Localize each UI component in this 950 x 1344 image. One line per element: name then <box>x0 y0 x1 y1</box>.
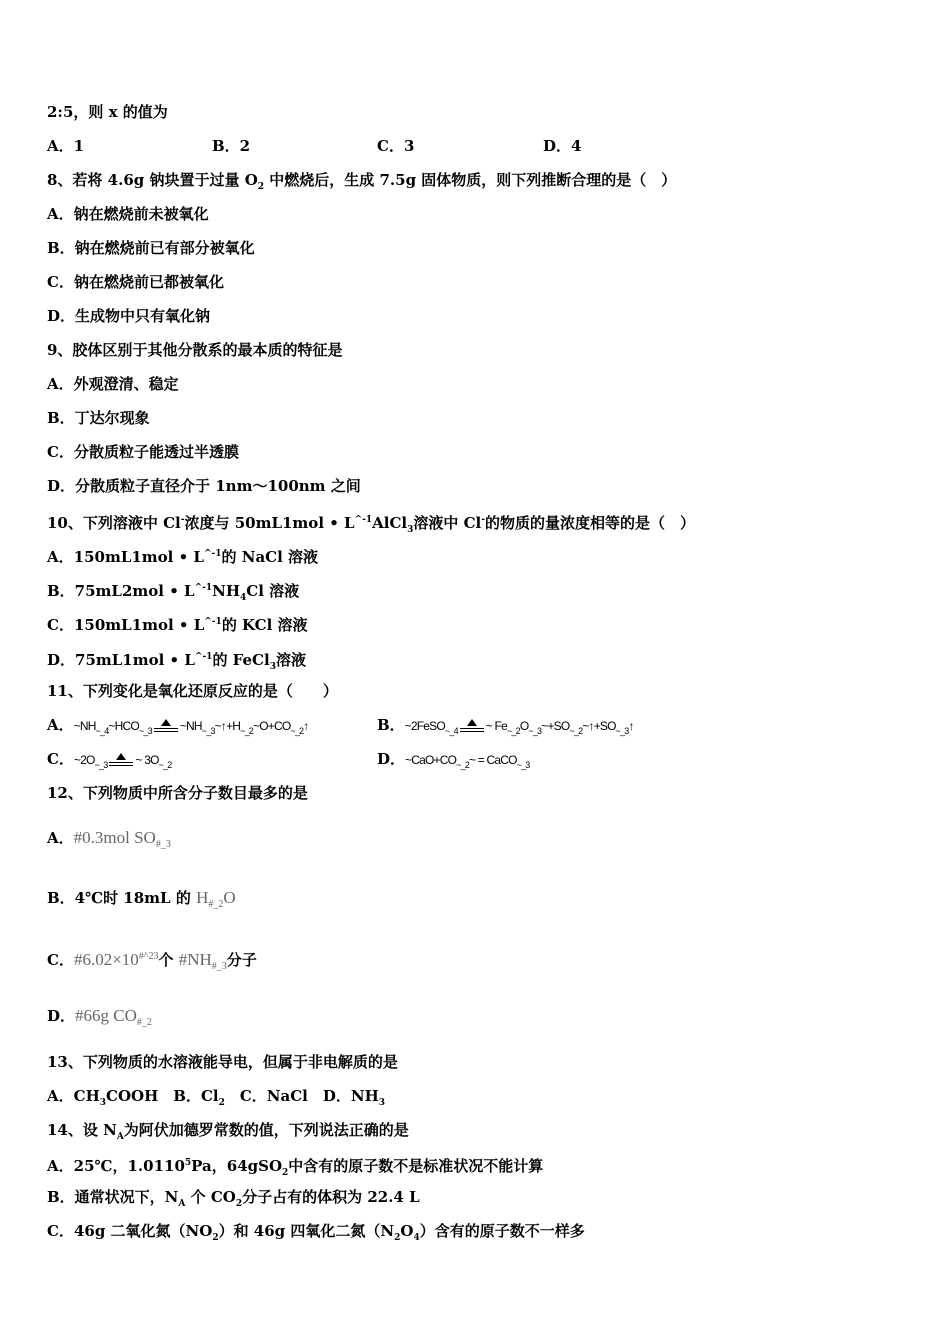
text-line <box>47 170 676 197</box>
superscript: #^23 <box>138 951 159 962</box>
text-segment: B．75mL2mol • L <box>47 582 195 600</box>
text-segment: C．150mL1mol • L <box>47 616 205 634</box>
text-line <box>47 1006 152 1033</box>
text-line <box>47 340 342 360</box>
text-segment: D． <box>47 1007 76 1025</box>
subscript: 4 <box>413 1233 420 1243</box>
superscript: 5 <box>184 1158 192 1168</box>
text-segment: COOH B．Cl <box>106 1087 219 1105</box>
text-line <box>47 510 695 540</box>
text-segment: O <box>400 1222 414 1240</box>
text-segment: A． <box>47 829 74 847</box>
text-segment: O <box>223 888 236 907</box>
text-segment: C． <box>47 750 74 768</box>
subscript: ~_2 <box>290 726 304 736</box>
text-segment: C．NaCl D．NH <box>224 1087 379 1105</box>
subscript: #_2 <box>136 1017 152 1028</box>
text-segment: #0.3mol SO <box>73 828 156 847</box>
text-line <box>47 1153 543 1183</box>
text-line <box>47 306 210 326</box>
text-segment: C． <box>47 951 74 969</box>
text-segment: ~2O <box>73 753 95 767</box>
answer-option <box>47 715 308 741</box>
text-segment: 的 NaCl 溶液 <box>221 548 319 566</box>
superscript: - <box>481 515 485 525</box>
text-segment: ↑ <box>628 719 634 733</box>
text-segment: C．钠在燃烧前已都被氧化 <box>47 273 224 291</box>
text-segment: Pa，64gSO <box>191 1157 283 1175</box>
text-segment: Cl 溶液 <box>246 582 300 600</box>
superscript: ^-1 <box>194 583 213 593</box>
text-line <box>47 204 209 224</box>
text-segment: ~NH <box>73 719 96 733</box>
answer-option <box>47 749 171 775</box>
text-segment: B．4℃时 18mL 的 <box>47 889 197 907</box>
text-line <box>47 647 306 677</box>
subscript: 2 <box>282 1168 289 1178</box>
heat-condition-arrow <box>109 753 133 767</box>
text-segment: ~NH <box>179 719 202 733</box>
subscript: ~_2 <box>456 760 469 770</box>
text-segment: A． <box>47 716 74 734</box>
text-segment: C．分散质粒子能透过半透膜 <box>47 443 239 461</box>
superscript: ^-1 <box>203 549 222 559</box>
text-segment: 8、若将 4.6g 钠块置于过量 O <box>47 171 258 189</box>
text-segment: 的 FeCl <box>212 651 270 669</box>
answer-option <box>212 136 250 156</box>
subscript: 3 <box>269 662 276 672</box>
text-segment: H <box>196 888 209 907</box>
text-segment: 2:5，则 x 的值为 <box>47 103 168 121</box>
text-segment: AlCl <box>372 514 408 532</box>
text-line <box>47 102 168 122</box>
subscript: ~_2 <box>158 760 172 770</box>
answer-option <box>377 749 529 775</box>
text-segment: 的 KCl 溶液 <box>221 616 308 634</box>
subscript: ~_3 <box>528 726 542 736</box>
subscript: 2 <box>218 1098 225 1108</box>
text-segment: C．3 <box>377 137 415 155</box>
text-segment: C．46g 二氧化氮（NO <box>47 1222 213 1240</box>
text-segment: 中含有的原子数不是标准状况不能计算 <box>288 1157 544 1175</box>
superscript: - <box>180 515 185 525</box>
text-segment: A．CH <box>47 1087 100 1105</box>
text-line <box>47 272 224 292</box>
text-segment: ）和 46g 四氧化二氮（N <box>218 1222 395 1240</box>
answer-option <box>47 136 84 156</box>
subscript: 2 <box>235 1199 243 1209</box>
text-segment: ~HCO <box>108 719 139 733</box>
superscript: ^-1 <box>194 652 213 662</box>
text-segment: B．钠在燃烧前已有部分被氧化 <box>47 239 255 257</box>
text-line <box>47 612 308 635</box>
text-segment: 个 CO <box>185 1188 236 1206</box>
text-segment: ~+SO <box>541 719 570 733</box>
subscript: ~_3 <box>94 760 108 770</box>
subscript: 3 <box>378 1098 386 1108</box>
text-segment: 10、下列溶液中 Cl <box>47 514 181 532</box>
text-segment: ~↑+SO <box>582 719 616 733</box>
text-segment: A．1 <box>47 137 85 155</box>
text-segment: 9、胶体区别于其他分散系的最本质的特征是 <box>47 341 343 359</box>
subscript: ~_2 <box>240 726 254 736</box>
subscript: ~_3 <box>201 726 215 736</box>
text-segment: D．4 <box>543 137 582 155</box>
text-line <box>47 1052 398 1072</box>
subscript: #_2 <box>208 899 224 910</box>
text-line <box>47 681 338 701</box>
text-segment: 分子占有的体积为 22.4 L <box>242 1188 420 1206</box>
text-segment: D．75mL1mol • L <box>47 651 195 669</box>
subscript: 3 <box>407 525 414 535</box>
subscript: #_3 <box>155 839 171 850</box>
text-segment: B． <box>377 716 405 734</box>
text-segment: 溶液中 Cl <box>413 514 482 532</box>
text-segment: ）含有的原子数不一样多 <box>419 1222 585 1240</box>
text-segment: 浓度与 50mL1mol • L <box>184 514 355 532</box>
text-segment: B．丁达尔现象 <box>47 409 150 427</box>
text-line <box>47 828 171 855</box>
text-line <box>47 1221 585 1248</box>
subscript: 2 <box>212 1233 219 1243</box>
superscript: ^-1 <box>204 617 222 627</box>
text-segment: 分子 <box>226 951 257 969</box>
heat-condition-arrow <box>154 719 178 733</box>
text-line <box>47 238 255 258</box>
text-segment: O <box>519 719 529 733</box>
subscript: 4 <box>240 593 247 603</box>
text-segment: A．外观澄清、稳定 <box>47 375 179 393</box>
text-segment: ~CaO+CO <box>405 753 457 767</box>
answer-option <box>543 136 581 156</box>
text-line <box>47 578 299 608</box>
subscript: A <box>178 1199 186 1209</box>
text-line <box>47 476 361 496</box>
subscript: ~_2 <box>569 726 583 736</box>
text-segment: A．钠在燃烧前未被氧化 <box>47 205 209 223</box>
text-segment: #6.02×10 <box>73 950 139 969</box>
subscript: ~_2 <box>506 726 520 736</box>
text-line <box>47 947 257 977</box>
text-segment: #NH <box>178 950 212 969</box>
subscript: A <box>116 1132 124 1142</box>
text-segment: ~↑+H <box>214 719 241 733</box>
text-segment: NH <box>212 582 240 600</box>
text-segment: 中燃烧后，生成 7.5g 固体物质，则下列推断合理的是（ ） <box>264 171 677 189</box>
text-segment: 11、下列变化是氧化还原反应的是（ ） <box>47 682 338 700</box>
text-line <box>47 544 318 567</box>
subscript: 2 <box>394 1233 401 1243</box>
text-line <box>47 783 308 803</box>
text-segment: 13、下列物质的水溶液能导电，但属于非电解质的是 <box>47 1053 398 1071</box>
text-line <box>47 442 239 462</box>
text-line <box>47 1187 420 1214</box>
heat-condition-arrow <box>460 719 484 733</box>
text-line <box>47 1120 409 1147</box>
subscript: #_3 <box>211 961 227 972</box>
subscript: 2 <box>257 182 265 192</box>
text-segment: 12、下列物质中所含分子数目最多的是 <box>47 784 308 802</box>
text-segment: 的物质的量浓度相等的是（ ） <box>485 514 696 532</box>
subscript: ~_3 <box>138 726 152 736</box>
text-line <box>47 408 150 428</box>
text-segment: A．25℃，1.0110 <box>47 1157 185 1175</box>
text-segment: ~ 3O <box>135 753 159 767</box>
text-segment: #66g CO <box>75 1006 137 1025</box>
answer-option <box>377 715 634 741</box>
text-segment: ~O+CO <box>253 719 291 733</box>
subscript: ~_4 <box>95 726 109 736</box>
text-segment: ↑ <box>303 719 309 733</box>
text-line <box>47 888 236 915</box>
text-segment: ~2FeSO <box>404 719 445 733</box>
text-segment: A．150mL1mol • L <box>47 548 204 566</box>
text-segment: 个 <box>158 951 179 969</box>
subscript: ~_3 <box>615 726 629 736</box>
superscript: ^-1 <box>354 515 373 525</box>
text-segment: 溶液 <box>275 651 306 669</box>
text-segment: B．通常状况下，N <box>47 1188 179 1206</box>
text-segment: ~ = CaCO <box>468 753 517 767</box>
text-segment: B．2 <box>212 137 251 155</box>
answer-option <box>377 136 414 156</box>
subscript: 3 <box>99 1098 107 1108</box>
subscript: ~_4 <box>444 726 458 736</box>
text-segment: 14、设 N <box>47 1121 117 1139</box>
text-segment: D．分散质粒子直径介于 1nm～100nm 之间 <box>47 477 361 495</box>
subscript: ~_3 <box>516 760 530 770</box>
text-segment: D． <box>377 750 406 768</box>
text-segment: 为阿伏加德罗常数的值，下列说法正确的是 <box>123 1121 409 1139</box>
text-segment: ~ Fe <box>485 719 507 733</box>
text-line <box>47 374 179 394</box>
text-line <box>47 1086 385 1113</box>
text-segment: D．生成物中只有氧化钠 <box>47 307 211 325</box>
